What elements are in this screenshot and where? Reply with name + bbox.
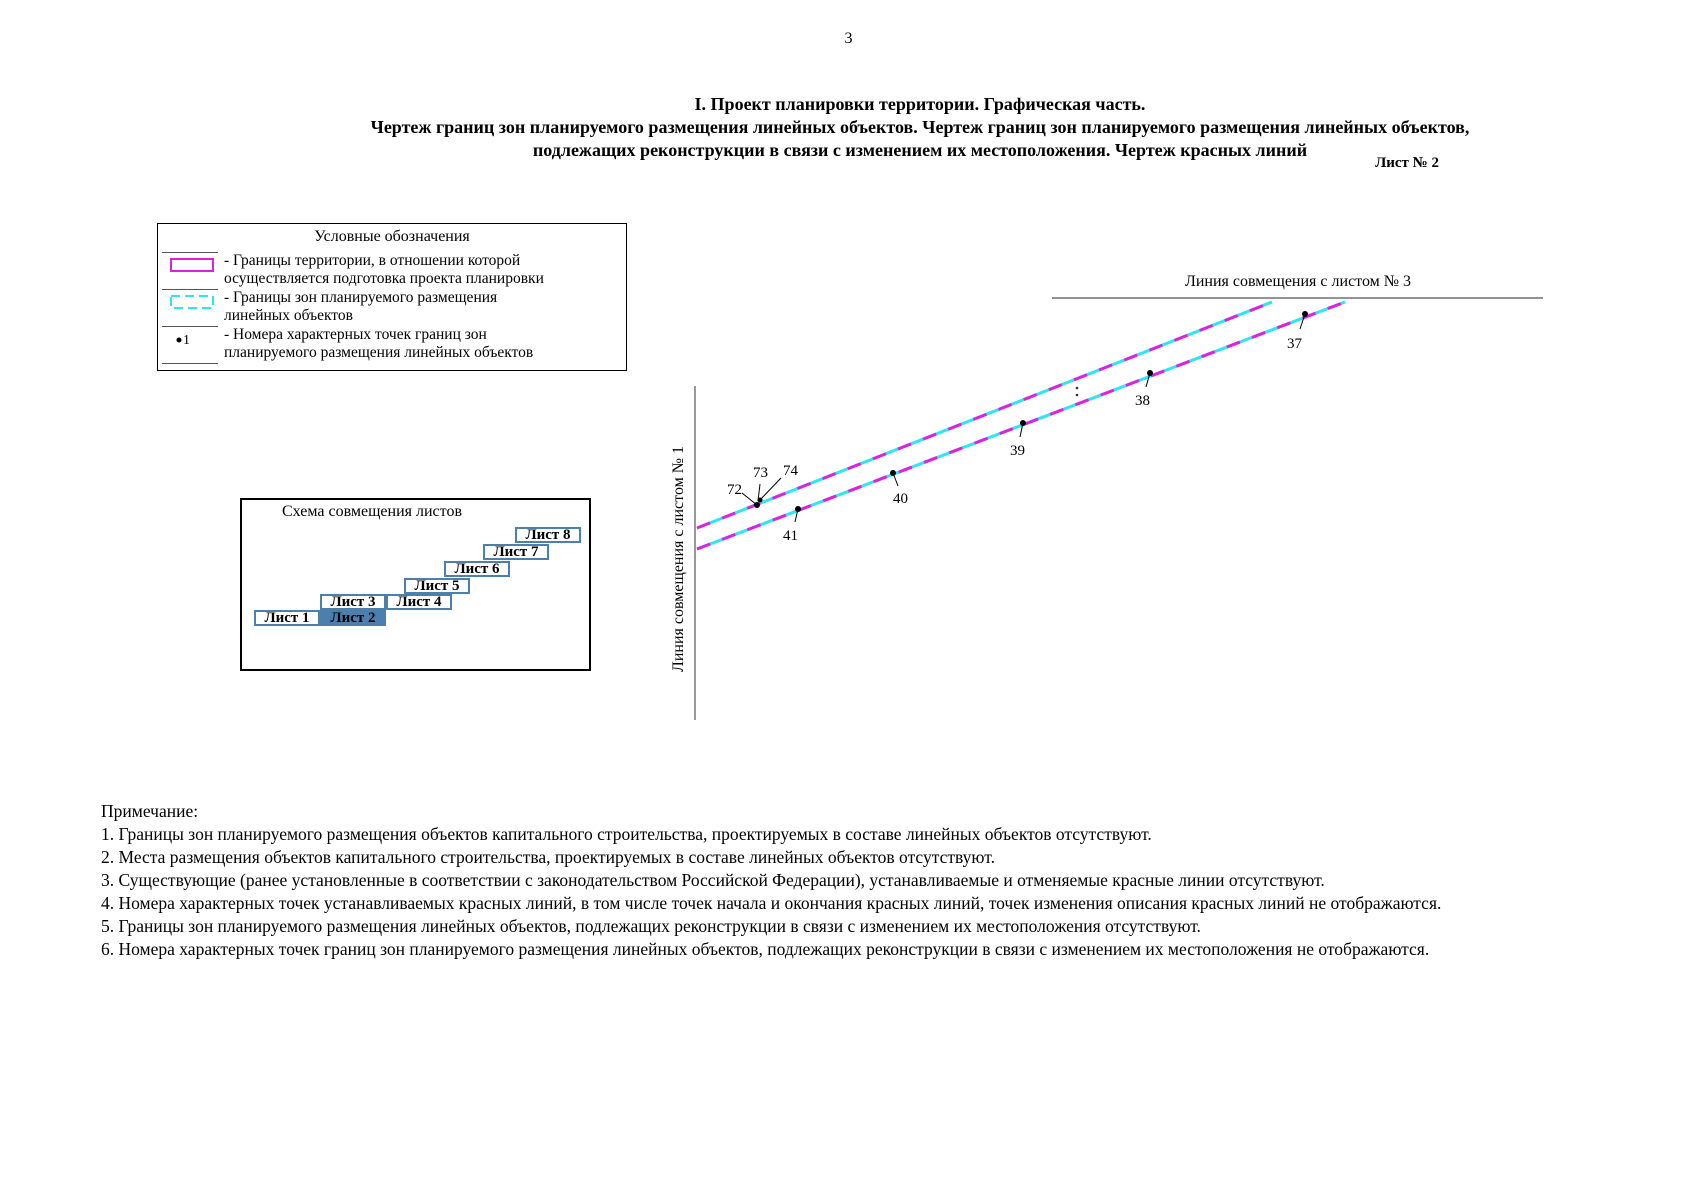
point-marker-label: 1 <box>183 333 190 348</box>
center-mark <box>1076 394 1079 397</box>
legend-item-territory: - Границы территории, в отношении которой осуществляется подготовка проекта планировки <box>224 252 544 287</box>
svg-text:40: 40 <box>893 491 908 507</box>
note-item-3: 3. Существующие (ранее установленные в соответствии с законодательством Российской Федерации), устанавливаемые и отменяемые красные линии отсутствуют. <box>101 870 1325 890</box>
note-item-2: 2. Места размещения объектов капитального строительства, проектируемых в составе линейных объектов отсутствуют. <box>101 847 995 867</box>
note-item-4: 4. Номера характерных точек устанавливаемых красных линий, в том числе точек начала и окончания красных линий, точек изменения описания красных линий не отображаются. <box>101 893 1442 913</box>
title-line-3: подлежащих реконструкции в связи с изменением их местоположения. Чертеж красных линий <box>532 140 1308 160</box>
sheet-box-8: Лист 8 <box>515 527 581 543</box>
sheet-box-1: Лист 1 <box>254 610 320 626</box>
svg-text:38: 38 <box>1135 393 1150 409</box>
svg-text:74: 74 <box>783 463 798 479</box>
sheet-box-6: Лист 6 <box>444 561 510 577</box>
sheet-box-3: Лист 3 <box>320 594 386 610</box>
note-item-1: 1. Границы зон планируемого размещения объектов капитального строительства, проектируемых в составе линейных объектов отсутствуют. <box>101 824 1152 844</box>
legend-item-points: - Номера характерных точек границ зон планируемого размещения линейных объектов <box>224 326 534 361</box>
left-combination-label: Линия совмещения с листом № 1 <box>670 445 687 672</box>
legend-title: Условные обозначения <box>314 228 470 245</box>
point-40 <box>890 470 908 507</box>
sheet-box-5: Лист 5 <box>404 578 470 594</box>
notes-heading: Примечание: <box>101 801 199 821</box>
svg-text:73: 73 <box>753 465 768 481</box>
legend-item-zones: - Границы зон планируемого размещения линейных объектов <box>224 289 498 324</box>
svg-text:72: 72 <box>727 482 742 498</box>
note-item-6: 6. Номера характерных точек границ зон планируемого размещения линейных объектов, подлежащих реконструкции в связи с изменением их местоположения не отображаются. <box>101 939 1430 959</box>
page-number: 3 <box>844 30 853 47</box>
top-combination-label: Линия совмещения с листом № 3 <box>1185 273 1412 290</box>
center-mark <box>1076 387 1079 390</box>
title-line-2: Чертеж границ зон планируемого размещения линейных объектов. Чертеж границ зон планируемого размещения линейных объектов, <box>370 117 1470 137</box>
zone-boundary-upper-magenta <box>697 302 1272 528</box>
sheet-box-7: Лист 7 <box>483 544 549 560</box>
point-38 <box>1135 370 1153 409</box>
sheet-box-2-active: Лист 2 <box>320 610 386 626</box>
svg-text:41: 41 <box>783 528 798 544</box>
notes-section <box>101 800 1681 961</box>
svg-text:39: 39 <box>1010 443 1025 459</box>
sheet-label: Лист № 2 <box>1375 155 1439 171</box>
note-item-5: 5. Границы зон планируемого размещения линейных объектов, подлежащих реконструкции в связи с изменением их местоположения отсутствуют. <box>101 916 1201 936</box>
scheme-title: Схема совмещения листов <box>282 503 462 520</box>
svg-text:37: 37 <box>1287 336 1302 352</box>
sheet-box-4: Лист 4 <box>386 594 452 610</box>
title-line-1: I. Проект планировки территории. Графическая часть. <box>694 94 1146 114</box>
